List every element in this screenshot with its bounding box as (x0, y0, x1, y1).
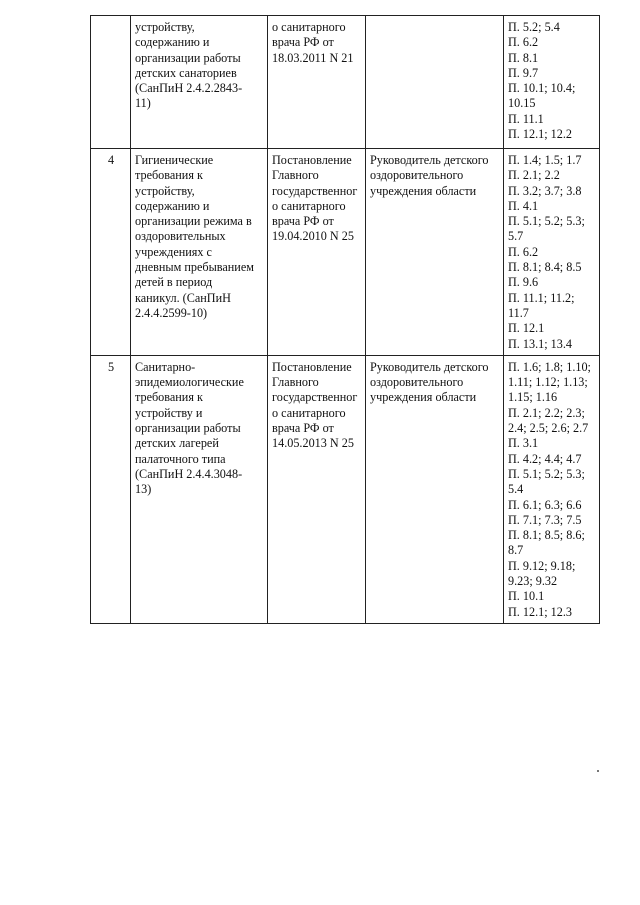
requirement-cell (131, 355, 268, 623)
document-line: Главного (272, 375, 319, 390)
table-body (91, 16, 600, 624)
document-line: Главного (272, 168, 319, 183)
document-line: врача РФ от (272, 214, 334, 229)
clauses-line: П. 5.1; 5.2; 5.3; (508, 466, 585, 481)
clauses-line: П. 4.2; 4.4; 4.7 (508, 451, 582, 466)
clauses-line: П. 9.6 (508, 275, 539, 290)
clauses-line: П. 7.1; 7.3; 7.5 (508, 512, 582, 527)
clauses-line: П. 3.2; 3.7; 3.8 (508, 183, 582, 198)
row-number-cell: 5 (91, 355, 131, 623)
clauses-cell (504, 149, 600, 356)
clauses-line: П. 6.2 (508, 244, 539, 259)
row-number-cell: 4 (91, 149, 131, 356)
clauses-line: П. 6.2 (508, 35, 539, 50)
clauses-line: П. 4.1 (508, 198, 539, 213)
responsible-line: учреждения области (370, 390, 477, 405)
requirement-line: 2.4.4.2599-10) (135, 305, 208, 320)
responsible-line: Руководитель детского (370, 153, 489, 167)
requirement-line: требования к (135, 168, 203, 183)
clauses-line: 9.23; 9.32 (508, 574, 558, 589)
document-line: о санитарного (272, 198, 346, 213)
clauses-cell (504, 16, 600, 149)
row-number-cell (91, 16, 131, 149)
clauses-line: 5.7 (508, 229, 524, 244)
requirement-line: эпидемиологические (135, 375, 244, 390)
clauses-line: П. 5.2; 5.4 (508, 20, 560, 34)
clauses-line: П. 11.1; 11.2; (508, 290, 575, 305)
clauses-line: П. 9.12; 9.18; (508, 558, 576, 573)
document-line: врача РФ от (272, 35, 334, 50)
clauses-line: П. 12.1 (508, 321, 545, 336)
requirement-line: детей в период (135, 275, 213, 290)
clauses-line: 1.15; 1.16 (508, 390, 558, 405)
table-row (91, 16, 600, 149)
requirement-line: оздоровительных (135, 229, 226, 244)
responsible-cell (366, 149, 504, 356)
document-line: Постановление (272, 359, 352, 374)
clauses-line: П. 8.1 (508, 50, 539, 65)
clauses-line: П. 9.7 (508, 65, 539, 80)
requirement-line: содержанию и (135, 198, 210, 213)
clauses-line: П. 5.1; 5.2; 5.3; (508, 214, 585, 229)
requirement-line: дневным пребыванием (135, 260, 254, 275)
requirement-line: (СанПиН 2.4.4.3048- (135, 466, 243, 481)
clauses-line: П. 1.4; 1.5; 1.7 (508, 153, 582, 167)
clauses-line: П. 2.1; 2.2 (508, 168, 560, 183)
clauses-line: П. 6.1; 6.3; 6.6 (508, 497, 582, 512)
clauses-line: 2.4; 2.5; 2.6; 2.7 (508, 421, 589, 436)
clauses-line: П. 8.1; 8.5; 8.6; (508, 528, 585, 543)
clauses-line: 5.4 (508, 482, 524, 497)
clauses-cell (504, 355, 600, 623)
document-cell (268, 16, 366, 149)
requirement-line: организации работы (135, 50, 241, 65)
clauses-line: 1.11; 1.12; 1.13; (508, 375, 588, 390)
scan-mark (597, 770, 599, 772)
responsible-cell (366, 355, 504, 623)
document-line: врача РФ от (272, 421, 334, 436)
requirement-line: устройству и (135, 405, 203, 420)
requirement-line: палаточного типа (135, 451, 226, 466)
requirement-line: детских санаториев (135, 65, 237, 80)
requirement-line: каникул. (СанПиН (135, 290, 231, 305)
clauses-line: П. 10.1; 10.4; (508, 81, 576, 96)
requirement-line: устройству, (135, 20, 195, 34)
document-line: о санитарного (272, 405, 346, 420)
requirement-line: 13) (135, 482, 152, 497)
document-cell (268, 355, 366, 623)
clauses-line: П. 3.1 (508, 436, 539, 451)
requirement-line: устройству, (135, 183, 195, 198)
requirement-cell (131, 16, 268, 149)
requirement-line: 11) (135, 96, 151, 111)
table-row (91, 355, 600, 623)
requirement-line: Санитарно- (135, 359, 196, 374)
document-line: о санитарного (272, 20, 346, 34)
responsible-line: оздоровительного (370, 375, 464, 390)
responsible-cell (366, 16, 504, 149)
clauses-line: 10.15 (508, 96, 536, 111)
responsible-line: учреждения области (370, 183, 477, 198)
document-cell (268, 149, 366, 356)
clauses-line: П. 1.6; 1.8; 1.10; (508, 359, 591, 374)
requirement-line: организации работы (135, 421, 241, 436)
requirement-line: организации режима в (135, 214, 252, 229)
clauses-line: П. 13.1; 13.4 (508, 336, 572, 351)
requirement-line: требования к (135, 390, 203, 405)
requirement-line: (СанПиН 2.4.2.2843- (135, 81, 243, 96)
clauses-line: П. 8.1; 8.4; 8.5 (508, 260, 582, 275)
document-line: государственног (272, 390, 358, 405)
clauses-line: П. 2.1; 2.2; 2.3; (508, 405, 585, 420)
regulations-table (90, 15, 600, 624)
responsible-line: оздоровительного (370, 168, 464, 183)
document-line: 19.04.2010 N 25 (272, 229, 354, 244)
requirement-line: учреждениях с (135, 244, 212, 259)
clauses-line: П. 12.1; 12.3 (508, 604, 572, 619)
clauses-line: П. 10.1 (508, 589, 545, 604)
responsible-line: Руководитель детского (370, 359, 489, 374)
clauses-line: 11.7 (508, 305, 529, 320)
clauses-line: 8.7 (508, 543, 524, 558)
document-line: 18.03.2011 N 21 (272, 50, 354, 65)
document-line: государственног (272, 183, 358, 198)
requirement-line: детских лагерей (135, 436, 219, 451)
clauses-line: П. 12.1; 12.2 (508, 127, 572, 142)
requirement-cell (131, 149, 268, 356)
table-row (91, 149, 600, 356)
document-line: Постановление (272, 153, 352, 167)
requirement-line: содержанию и (135, 35, 210, 50)
document-line: 14.05.2013 N 25 (272, 436, 354, 451)
clauses-line: П. 11.1 (508, 111, 544, 126)
requirement-line: Гигиенические (135, 153, 214, 167)
